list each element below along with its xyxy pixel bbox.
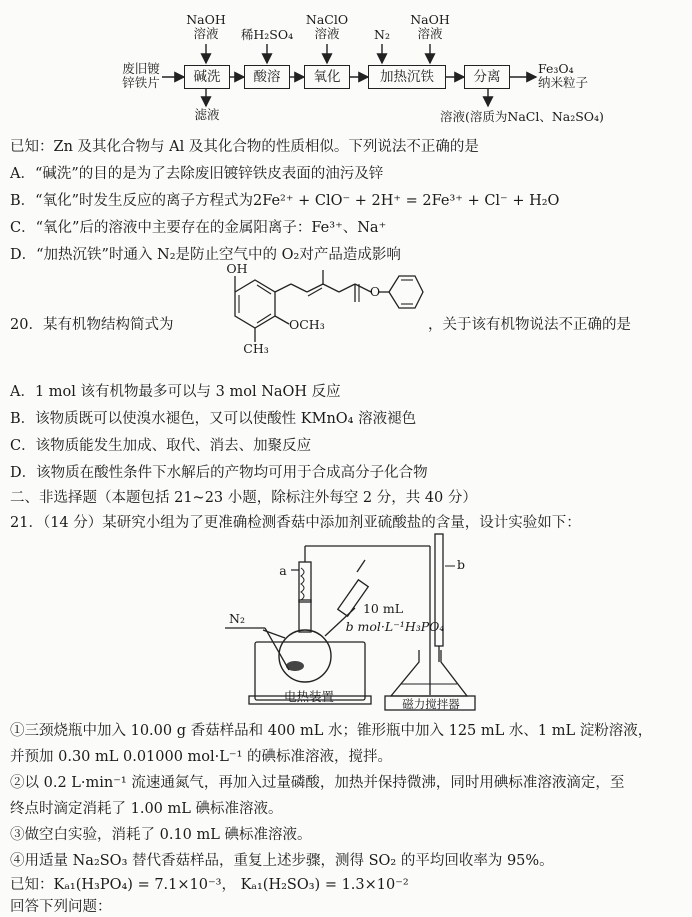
q21-answer-prompt: 回答下列问题： (10, 899, 112, 915)
label-heater: 电热装置 (283, 689, 334, 704)
q21-step-1a: ①三颈烧瓶中加入 10.00 g 香菇样品和 400 mL 水；锥形瓶中加入 125 mL 水、1 mL 淀粉溶液， (10, 723, 653, 739)
q20-option-c: C．该物质能发生加成、取代、消去、加聚反应 (10, 438, 312, 454)
q19-option-a: A．“碱洗”的目的是为了去除废旧镀锌铁皮表面的油污及锌 (10, 166, 384, 182)
q20-option-b: B．该物质既可以使溴水褪色，又可以使酸性 KMnO₄ 溶液褪色 (10, 411, 417, 427)
q21-step-2b: 终点时滴定消耗了 1.00 mL 碘标准溶液。 (10, 801, 283, 817)
reagent-naoh-2-word: 溶液 (417, 26, 443, 41)
reagent-naclo-formula: NaClO (305, 12, 349, 27)
step-acid-dissolve: 酸溶 (244, 65, 290, 89)
raw-line-2: 锌铁片 (122, 75, 160, 90)
reagent-h2so4 (240, 28, 294, 42)
reagent-n2 (368, 28, 396, 42)
q21-intro: 21．（14 分）某研究小组为了更准确检测香菇中添加剂亚硫酸盐的含量，设计实验如下： (10, 515, 581, 531)
reagent-naoh-2 (410, 13, 450, 41)
reagent-naoh-2-formula: NaOH (410, 12, 450, 27)
step-alkali-wash: 碱洗 (184, 65, 230, 89)
label-volume: 10 mL (362, 601, 404, 616)
struct-ch3-label: CH₃ (243, 341, 269, 356)
q20-suffix: ，关于该有机物说法不正确的是 (428, 317, 631, 333)
q20-prefix: 20．某有机物结构简式为 (10, 317, 174, 333)
label-a: a (279, 563, 287, 578)
label-stirrer: 磁力搅拌器 (402, 697, 460, 711)
product-formula: Fe₃O₄ (538, 61, 574, 76)
product-word: 纳米粒子 (538, 75, 589, 90)
label-b: b (456, 557, 465, 572)
apparatus-diagram (215, 530, 515, 714)
struct-och3-label: OCH₃ (289, 317, 325, 332)
filtrate-label: 滤液 (194, 107, 220, 122)
label-n2: N₂ (229, 611, 245, 626)
q21-step-1b: 并预加 0.30 mL 0.01000 mol·L⁻¹ 的碘标准溶液，搅拌。 (10, 749, 392, 765)
q21-step-4: ④用适量 Na₂SO₃ 替代香菇样品，重复上述步骤，测得 SO₂ 的平均回收率为 95%。 (10, 853, 554, 869)
reagent-naclo-word: 溶液 (314, 26, 340, 41)
q20-option-d: D．该物质在酸性条件下水解后的产物均可用于合成高分子化合物 (10, 465, 428, 481)
step-oxidize: 氧化 (304, 65, 350, 89)
step-separate: 分离 (464, 65, 510, 89)
structure-formula (195, 262, 425, 362)
label-concentration: b mol·L⁻¹H₃PO₄ (345, 619, 445, 634)
q21-step-3: ③做空白实验，消耗了 0.10 mL 碘标准溶液。 (10, 827, 312, 843)
reagent-h2so4-formula: 稀H₂SO₄ (240, 27, 294, 42)
step-heat-precipitate: 加热沉铁 (368, 65, 446, 89)
reagent-naoh-1-word: 溶液 (193, 26, 219, 41)
raw-material-label (118, 62, 164, 90)
reagent-naoh-1-formula: NaOH (186, 12, 226, 27)
q20-option-a: A．1 mol 该有机物最多可以与 3 mol NaOH 反应 (10, 384, 341, 400)
q19-option-d: D．“加热沉铁”时通入 N₂是防止空气中的 O₂对产品造成影响 (10, 247, 401, 263)
q19-option-b: B．“氧化”时发生反应的离子方程式为2Fe²⁺ + ClO⁻ + 2H⁺ = 2Fe³⁺ + Cl⁻ + H₂O (10, 193, 560, 209)
structure-drawing (195, 262, 425, 362)
solution-label: 溶液(溶质为NaCl、Na₂SO₄) (440, 109, 604, 124)
process-flowchart (0, 0, 692, 130)
raw-line-1: 废旧镀 (122, 61, 160, 76)
reagent-naclo (305, 13, 349, 41)
q19-given: 已知：Zn 及其化合物与 Al 及其化合物的性质相似。下列说法不正确的是 (10, 139, 479, 155)
q21-known: 已知：Kₐ₁(H₃PO₄) = 7.1×10⁻³， Kₐ₁(H₂SO₃) = 1.3×10⁻² (10, 877, 409, 893)
reagent-n2-formula: N₂ (374, 27, 390, 42)
q21-step-2a: ②以 0.2 L·min⁻¹ 流速通氮气，再加入过量磷酸，加热并保持微沸，同时用碘标准溶液滴定，至 (10, 775, 625, 791)
struct-o-ester-label: O (369, 284, 381, 299)
product-label (538, 62, 594, 90)
struct-oh-label: OH (226, 261, 248, 276)
q19-option-c: C．“氧化”后的溶液中主要存在的金属阳离子：Fe³⁺、Na⁺ (10, 220, 387, 236)
section-2-heading: 二、非选择题（本题包括 21~23 小题，除标注外每空 2 分，共 40 分） (10, 490, 477, 506)
reagent-naoh-1 (186, 13, 226, 41)
